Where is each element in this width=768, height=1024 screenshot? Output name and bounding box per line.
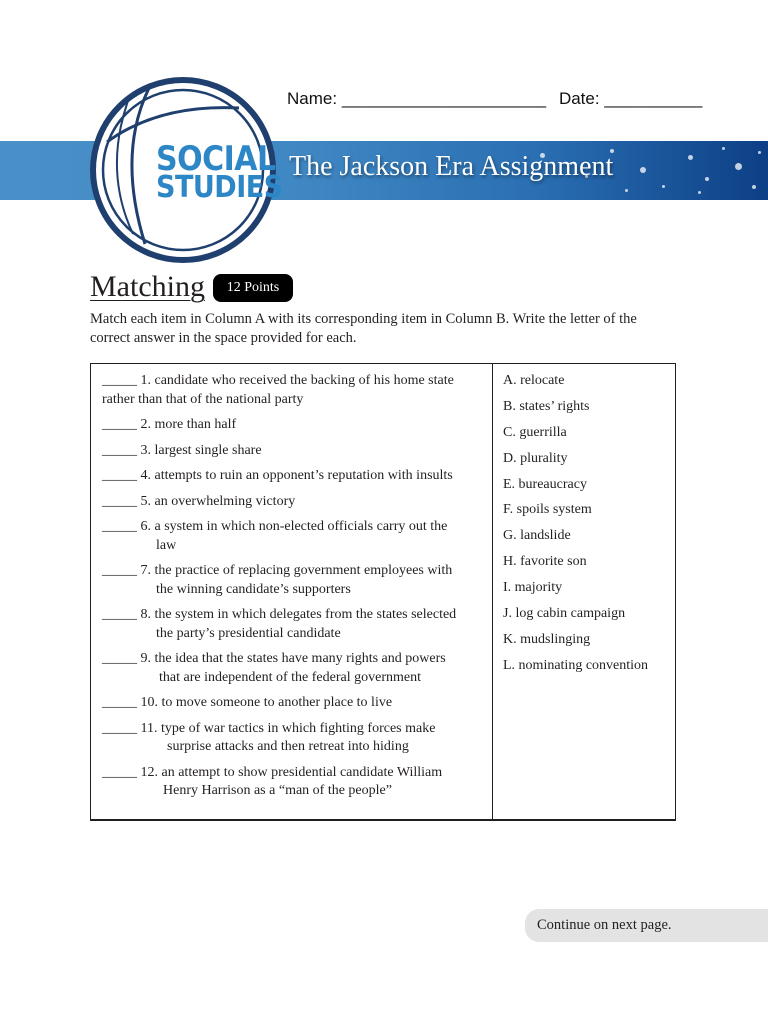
name-blank[interactable]: _______________________: [341, 89, 546, 108]
column-a-item[interactable]: _____ 4. attempts to ruin an opponent’s reputation with insults: [102, 468, 453, 483]
column-a-item[interactable]: _____ 2. more than half: [102, 417, 237, 432]
column-a-item[interactable]: _____ 12. an attempt to show presidential candidate William Henry Harrison as a “man of the people”: [102, 764, 443, 798]
column-a-item[interactable]: _____ 9. the idea that the states have many rights and powers that are independent of the federal government: [102, 651, 446, 685]
column-b-option: G. landslide: [503, 528, 571, 544]
column-b-option: F. spoils system: [503, 502, 592, 518]
continue-next-page: Continue on next page.: [525, 909, 768, 942]
column-b: [503, 372, 673, 683]
column-b-option: C. guerrilla: [503, 424, 567, 440]
date-blank[interactable]: ___________: [604, 89, 702, 108]
section-heading: Matching: [90, 270, 205, 303]
column-a-item[interactable]: _____ 8. the system in which delegates from the states selected the party’s presidential candidate: [102, 607, 457, 641]
column-b-option: H. favorite son: [503, 554, 587, 570]
column-b-option: I. majority: [503, 580, 563, 596]
column-b-option: D. plurality: [503, 450, 568, 466]
column-b-option: A. relocate: [503, 373, 565, 388]
column-b-option: L. nominating convention: [503, 657, 649, 673]
column-a-item[interactable]: _____ 6. a system in which non-elected officials carry out the law: [102, 519, 448, 553]
column-divider: [492, 364, 493, 819]
name-label: Name:: [287, 89, 338, 108]
points-badge: 12 Points: [213, 274, 293, 302]
page-title: The Jackson Era Assignment: [289, 151, 614, 182]
column-a: [102, 372, 484, 808]
column-a-item[interactable]: _____ 11. type of war tactics in which fighting forces make surprise attacks and then retreat into hiding: [102, 720, 436, 754]
column-b-option: J. log cabin campaign: [503, 606, 626, 622]
column-b-option: K. mudslinging: [503, 631, 591, 647]
name-date-row: [287, 89, 702, 109]
column-a-item[interactable]: _____ 3. largest single share: [102, 442, 262, 458]
logo-line-studies: STUDIES: [156, 170, 283, 205]
logo-line-social: SOCIAL: [156, 140, 276, 180]
instructions-text: Match each item in Column A with its corresponding item in Column B. Write the letter of the correct answer in the space provided for each.: [90, 311, 637, 346]
matching-table: [90, 363, 676, 821]
column-a-item[interactable]: _____ 5. an overwhelming victory: [102, 493, 296, 509]
column-b-option: E. bureaucracy: [503, 476, 587, 492]
date-label: Date:: [558, 89, 600, 108]
column-a-item[interactable]: _____ 10. to move someone to another place to live: [102, 695, 393, 710]
column-a-item[interactable]: _____ 1. candidate who received the backing of his home state rather than that of the national party: [102, 373, 454, 407]
column-b-option: B. states’ rights: [503, 398, 590, 414]
column-a-item[interactable]: _____ 7. the practice of replacing government employees with the winning candidate’s supporters: [102, 563, 453, 597]
